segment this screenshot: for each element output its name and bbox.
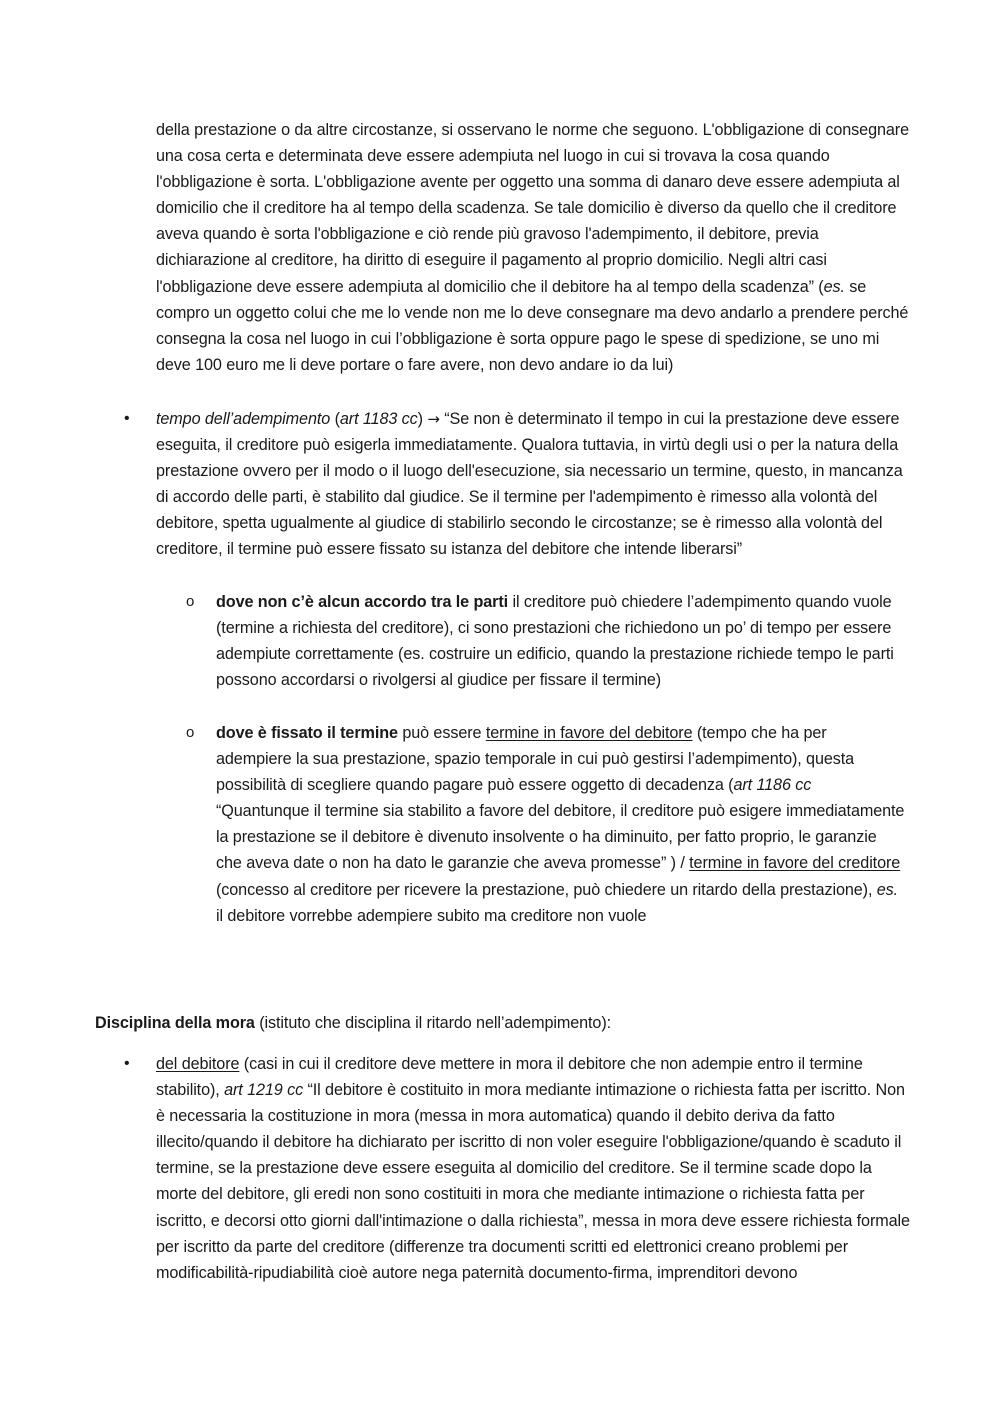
paren: ( <box>330 410 340 428</box>
sub-list-item-no-accordo <box>216 589 906 693</box>
section-heading <box>95 1010 915 1036</box>
underlined-term: termine in favore del debitore <box>485 724 693 742</box>
bullet-marker: • <box>124 1055 130 1072</box>
sub-list-item-termine-fissato <box>216 720 906 929</box>
quote-text: “Se non è determinato il tempo in cui la prestazione deve essere eseguita, il creditore può esigerla immediatamente. Qualora tuttavia, in virtù degli usi o per la natura della prestazione ovvero per il modo o il luogo dell'esecuzione, sia necessario un termine, questo, in mancanza di accordo delle parti, è stabilito dal giudice. Se il termine per l'adempimento è rimesso alla volontà del debitore, spetta ugualmente al giudice di stabilirlo secondo le circostanze; se è rimesso alla volontà del creditore, il termine può essere fissato su istanza del debitore che intende liberarsi” <box>156 410 903 559</box>
article-ref: art 1183 cc <box>339 410 418 428</box>
continuation-paragraph <box>156 117 912 378</box>
example-abbrev: es. <box>823 277 845 296</box>
bullet-marker: • <box>124 410 130 427</box>
sub-bullet-marker: o <box>186 593 195 610</box>
sub-item-text: può essere <box>397 724 486 742</box>
sub-item-text: il debitore vorrebbe adempiere subito ma creditore non vuole <box>216 906 647 925</box>
arrow-right-icon: → <box>427 410 440 428</box>
sub-item-text: (tempo che ha per adempiere la sua prestazione, spazio temporale in cui può gestirsi l’adempimento), questa possibilità di scegliere quando pagare può essere oggetto di decadenza ( <box>216 724 855 795</box>
heading-title: Disciplina della mora <box>95 1014 255 1032</box>
item-text: “Il debitore è costituito in mora mediante intimazione o richiesta fatta per iscritto. Non è necessaria la costituzione in mora (messa in mora automatica) quando il debito deriva da fatto illecito/quando il debitore ha dichiarato per iscritto di non voler eseguire l'obbligazione/quando è scaduto il termine, se la prestazione deve essere eseguita al domicilio del creditore. Se il termine scade dopo la morte del debitore, gli eredi non sono costituiti in mora che mediante intimazione o richiesta fatta per iscritto, e decorsi otto giorni dall'intimazione o dalla richiesta”, messa in mora deve essere richiesta formale per iscritto da parte del creditore (differenze tra documenti scritti ed elettronici creano problemi per modificabilità-ripudiabilità cioè autore nega paternità documento-firma, imprenditori devono <box>156 1081 910 1282</box>
underlined-term: termine in favore del creditore <box>689 854 901 873</box>
article-ref: art 1219 cc <box>224 1081 304 1100</box>
sub-item-title: dove è fissato il termine <box>216 724 398 742</box>
sub-item-title: dove non c’è alcun accordo tra le parti <box>216 593 509 611</box>
heading-rest: (istituto che disciplina il ritardo nell’adempimento): <box>254 1014 612 1032</box>
paragraph-text-rest: se compro un oggetto colui che me lo vende non me lo deve consegnare ma devo andarlo a prendere perché consegna la cosa nel luogo in cui l’obbligazione è sorta oppure pago le spese di spedizione, se uno mi deve 100 euro me li deve portare o fare avere, non devo andare io da lui) <box>156 277 909 374</box>
list-item-tempo <box>156 406 912 563</box>
sub-bullet-marker: o <box>186 724 195 741</box>
article-ref: art 1186 cc <box>733 776 812 795</box>
underlined-term: del debitore <box>156 1055 240 1073</box>
item-text: (casi in cui il creditore deve mettere in mora il debitore che non adempie entro il termine stabilito), <box>156 1055 863 1100</box>
sub-item-text: (concesso al creditore per ricevere la prestazione, può chiedere un ritardo della prestazione), <box>216 880 877 899</box>
sub-item-text: il creditore può chiedere l’adempimento quando vuole (termine a richiesta del creditore), ci sono prestazioni che richiedono un po’ di tempo per essere adempiute correttamente (es. costruire un edificio, quando la prestazione richiede tempo le parti possono accordarsi o rivolgersi al giudice per fissare il termine) <box>216 593 894 690</box>
paragraph-text: della prestazione o da altre circostanze, si osservano le norme che seguono. L'obbligazione di consegnare una cosa certa e determinata deve essere adempiuta nel luogo in cui si trovava la cosa quando l'obbligazione è sorta. L'obbligazione avente per oggetto una somma di danaro deve essere adempiuta al domicilio che il creditore ha al tempo della scadenza. Se tale domicilio è diverso da quello che il creditore aveva quando è sorta l'obbligazione e ciò rende più gravoso l'adempimento, il debitore, previa dichiarazione al creditore, ha diritto di eseguire il pagamento al proprio domicilio. Negli altri casi l'obbligazione deve essere adempiuta al domicilio che il debitore ha al tempo della scadenza” ( <box>156 121 909 296</box>
example-abbrev: es. <box>876 880 899 899</box>
item-title: tempo dell’adempimento <box>156 410 331 428</box>
list-item-debitore <box>156 1051 912 1286</box>
paren: ) <box>417 410 428 428</box>
sub-item-text: “Quantunque il termine sia stabilito a favore del debitore, il creditore può esigere immediatamente la prestazione se il debitore è divenuto insolvente o ha diminuito, per fatto proprio, le garanzie che aveva date o non ha dato le garanzie che aveva promesse” ) / <box>216 802 905 873</box>
